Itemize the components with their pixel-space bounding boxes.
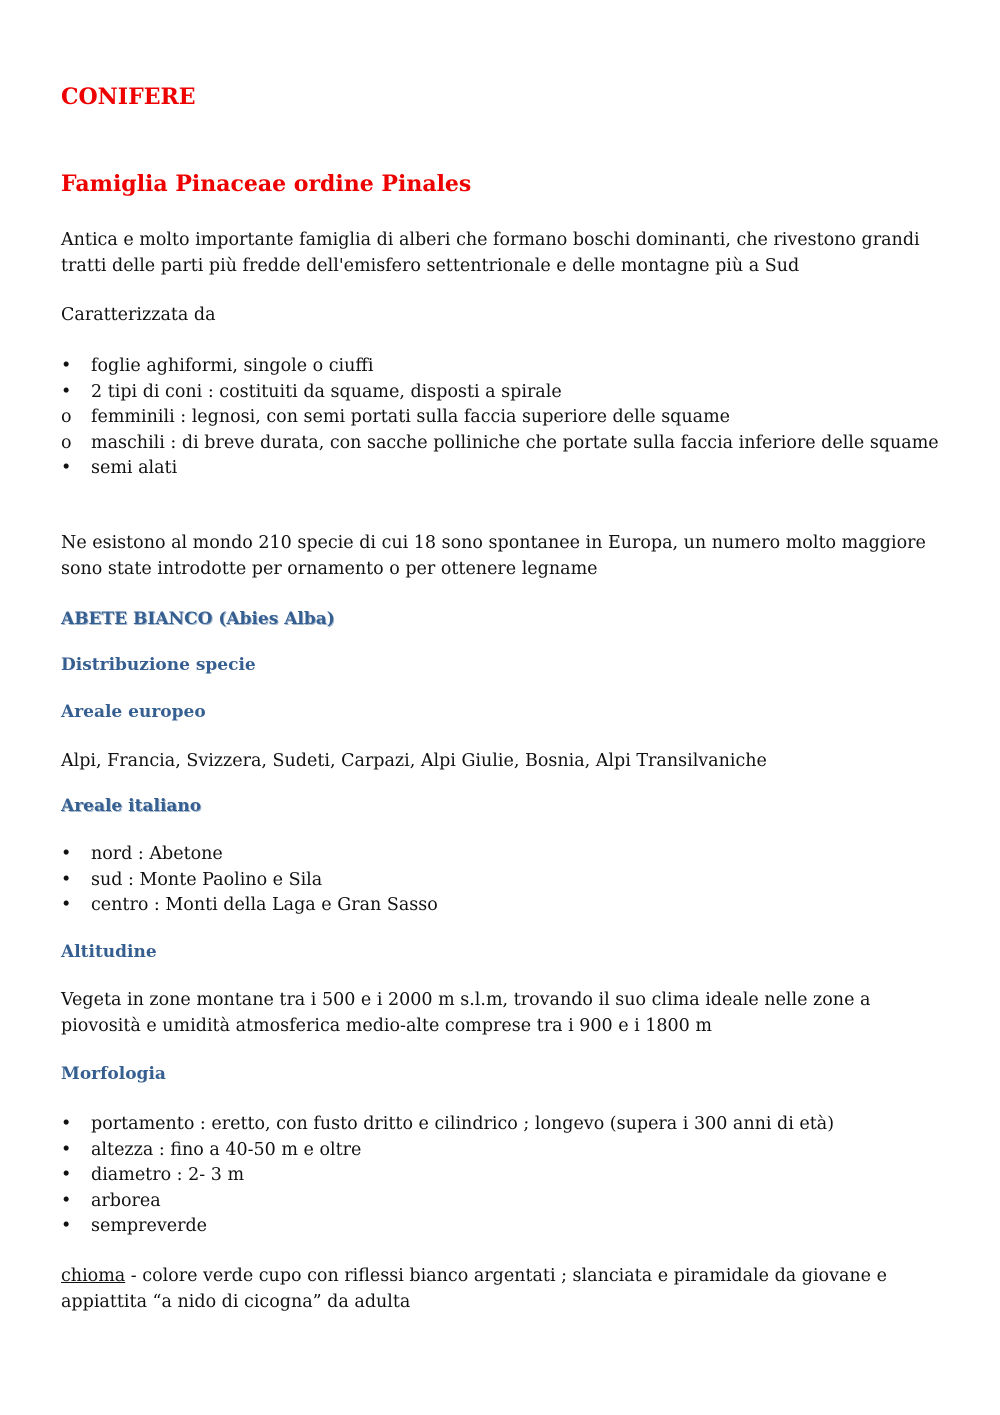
species-heading: ABETE BIANCO (Abies Alba) <box>61 609 335 629</box>
crown-paragraph <box>61 1264 941 1315</box>
bullet-marker: • <box>61 869 72 890</box>
bullet-marker: o <box>61 432 72 453</box>
bullet-marker: • <box>61 1190 72 1211</box>
list-item: o femminili : legnosi, con semi portati sulla faccia superiore delle squame <box>61 405 941 431</box>
list-item: • foglie aghiformi, singole o ciuffi <box>61 354 941 380</box>
list-item: • 2 tipi di coni : costituiti da squame, disposti a spirale <box>61 380 941 406</box>
bullet-marker: • <box>61 1139 72 1160</box>
list-item: • semi alati <box>61 456 941 482</box>
bullet-marker: • <box>61 381 72 402</box>
list-item: • altezza : fino a 40-50 m e oltre <box>61 1138 941 1164</box>
list-item: • portamento : eretto, con fusto dritto e cilindrico ; longevo (supera i 300 anni di età) <box>61 1112 941 1138</box>
european-range-text: Alpi, Francia, Svizzera, Sudeti, Carpazi, Alpi Giulie, Bosnia, Alpi Transilvaniche <box>61 751 767 771</box>
list-item: • nord : Abetone <box>61 842 941 868</box>
morphology-heading: Morfologia <box>61 1064 166 1084</box>
list-item: • diametro : 2- 3 m <box>61 1163 941 1189</box>
list-item: • arborea <box>61 1189 941 1215</box>
list-item: • sempreverde <box>61 1214 941 1240</box>
list-item: • centro : Monti della Laga e Gran Sasso <box>61 893 941 919</box>
document-title: CONIFERE <box>61 84 196 110</box>
morphology-list <box>61 1112 941 1240</box>
european-range-heading: Areale europeo <box>61 702 206 722</box>
distribution-heading: Distribuzione specie <box>61 655 256 675</box>
crown-label: chioma <box>61 1266 126 1286</box>
bullet-marker: • <box>61 458 72 478</box>
altitude-paragraph: Vegeta in zone montane tra i 500 e i 2000 m s.l.m, trovando il suo clima ideale nelle zone a piovosità e umidità atmosferica medio-alte comprese tra i 900 e i 1800 m <box>61 990 871 1036</box>
species-note: Ne esistono al mondo 210 specie di cui 18 sono spontanee in Europa, un numero molto maggiore sono state introdotte per ornamento o per ottenere legname <box>61 533 926 579</box>
italian-range-list <box>61 842 941 919</box>
bullet-marker: • <box>61 844 72 864</box>
bullet-marker: • <box>61 1114 72 1134</box>
crown-text: - colore verde cupo con riflessi bianco argentati ; slanciata e piramidale da giovane e appiattita “a nido di cicogna” da adulta <box>61 1266 887 1312</box>
bullet-marker: • <box>61 895 72 915</box>
family-heading: Famiglia Pinaceae ordine Pinales <box>61 171 472 197</box>
bullet-marker: o <box>61 407 72 427</box>
intro-paragraph: Antica e molto importante famiglia di alberi che formano boschi dominanti, che rivestono grandi tratti delle parti più fredde dell'emisfero settentrionale e delle montagne più a Sud <box>61 230 920 276</box>
list-item: o maschili : di breve durata, con sacche polliniche che portate sulla faccia inferiore delle squame <box>61 431 941 457</box>
bullet-marker: • <box>61 1165 72 1185</box>
characteristics-list <box>61 354 941 482</box>
altitude-heading: Altitudine <box>61 942 157 962</box>
bullet-marker: • <box>61 1216 72 1236</box>
bullet-marker: • <box>61 356 72 376</box>
list-item: • sud : Monte Paolino e Sila <box>61 868 941 894</box>
italian-range-heading: Areale italiano <box>61 796 202 816</box>
characterized-label: Caratterizzata da <box>61 305 216 325</box>
